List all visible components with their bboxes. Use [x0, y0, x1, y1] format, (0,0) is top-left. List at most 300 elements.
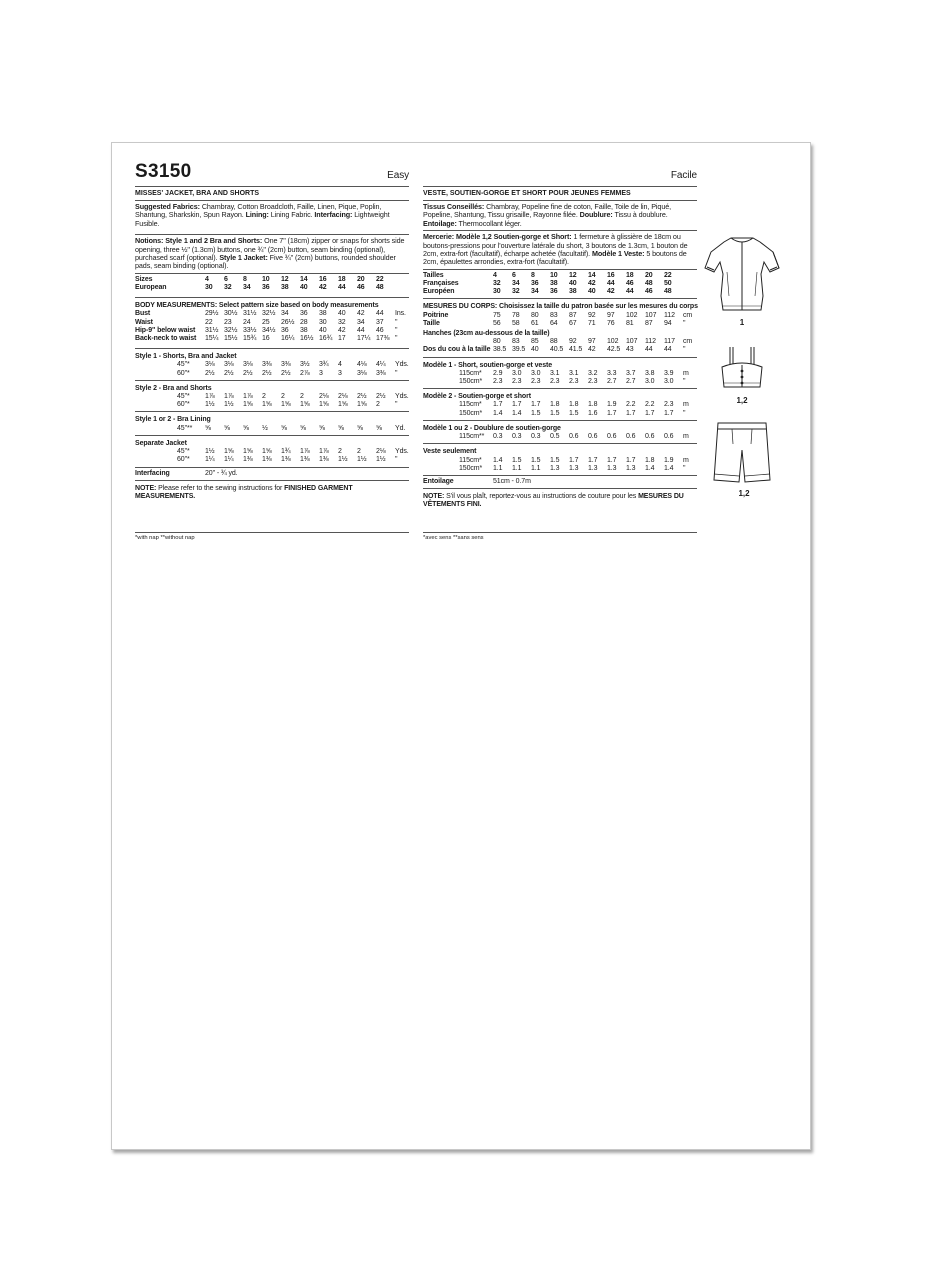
lining-text: Lining Fabric.: [270, 210, 313, 220]
unit-cell: m: [683, 401, 689, 409]
table-cell: ⅝: [243, 424, 249, 432]
lining-text: Tissu à doublure.: [614, 210, 668, 220]
table-cell: 32½: [224, 326, 238, 334]
section-title: Hanches (23cm au-dessous de la taille): [423, 330, 550, 338]
table-cell: 6: [512, 271, 516, 279]
table-cell: 4⅛: [357, 361, 367, 369]
table-cell: 3.0: [512, 369, 522, 377]
pattern-title: MISSES' JACKET, BRA AND SHORTS: [135, 190, 260, 197]
table-row: [135, 370, 409, 378]
table-cell: 3⅜: [262, 361, 272, 369]
table-cell: 2: [300, 393, 304, 401]
table-cell: 28: [300, 318, 308, 326]
interfacing-label: Entoilage:: [423, 218, 457, 228]
table-cell: 1.7: [607, 456, 617, 464]
section-row: [135, 414, 409, 424]
table-cell: 1.5: [569, 409, 579, 417]
table-cell: 34: [531, 288, 539, 296]
divider: [135, 348, 409, 349]
table-cell: 46: [376, 326, 384, 334]
section-row: [423, 423, 697, 433]
table-cell: 36: [262, 284, 270, 292]
divider: [423, 186, 697, 187]
table-row: [423, 410, 697, 418]
section-title: Separate Jacket: [135, 439, 187, 447]
table-cell: 6: [224, 275, 228, 283]
table-cell: ⅝: [376, 424, 382, 432]
table-cell: 67: [569, 319, 577, 327]
table-cell: 1¾: [281, 448, 291, 456]
table-cell: 1⅝: [281, 401, 291, 409]
note-bold: MESURES DU VÊTEMENTS FINI.: [423, 493, 684, 509]
table-cell: 36: [550, 288, 558, 296]
divider: [135, 435, 409, 436]
table-cell: 42: [338, 326, 346, 334]
table-cell: 76: [607, 319, 615, 327]
table-cell: 34: [512, 280, 520, 288]
unit-cell: cm: [683, 338, 693, 346]
table-cell: 1⅝: [319, 401, 329, 409]
table-row: [135, 456, 409, 464]
row-label: Hip-9" below waist: [135, 326, 196, 334]
table-row: [135, 448, 409, 456]
table-cell: 71: [588, 319, 596, 327]
table-cell: 3.8: [645, 369, 655, 377]
unit-cell: Yd.: [395, 424, 406, 432]
note-cell: [423, 491, 697, 509]
table-cell: 1.7: [588, 456, 598, 464]
table-cell: 107: [645, 311, 657, 319]
table-cell: 22: [376, 275, 384, 283]
row-label: [423, 338, 493, 346]
divider: [135, 297, 409, 298]
table-cell: 1¼: [224, 456, 234, 464]
table-cell: 1.1: [493, 464, 503, 472]
unit-cell: ": [683, 409, 686, 417]
table-cell: 80: [493, 338, 501, 346]
table-cell: 1.8: [569, 401, 579, 409]
table-cell: 3.2: [588, 369, 598, 377]
table-cell: 2.3: [512, 378, 522, 386]
section-row: [423, 360, 697, 370]
table-cell: 88: [550, 338, 558, 346]
table-cell: 20: [645, 271, 653, 279]
table-cell: 85: [531, 338, 539, 346]
unit-cell: ": [683, 378, 686, 386]
table-cell: 40: [569, 280, 577, 288]
section-row: [135, 351, 409, 361]
table-row: [423, 370, 697, 378]
table-cell: 2½: [243, 369, 253, 377]
row-label: Bust: [135, 310, 151, 318]
table-cell: 10: [262, 275, 270, 283]
size-chart-table-fr: [423, 272, 697, 510]
table-cell: 31½: [243, 310, 257, 318]
table-cell: 2½: [281, 369, 291, 377]
fabrics-text: Chambray, Cotton Broadcloth, Faille, Linen, Pique, Poplin, Shantung, Sharkskin, Spun Rayon.: [135, 202, 382, 220]
table-cell: 3⅜: [376, 369, 386, 377]
table-cell: 1½: [376, 456, 386, 464]
unit-cell: m: [683, 433, 689, 441]
unit-cell: m: [683, 369, 689, 377]
table-row: [423, 465, 697, 473]
table-cell: 2½: [376, 393, 386, 401]
table-cell: 0.3: [493, 433, 503, 441]
table-cell: 33½: [243, 326, 257, 334]
unit-cell: Yds.: [395, 448, 409, 456]
note-cell: [135, 483, 409, 501]
row-label: Entoilage: [423, 477, 454, 485]
table-cell: 1⅜: [243, 456, 253, 464]
table-cell: 107: [626, 338, 638, 346]
footnote-en: *with nap **without nap: [135, 535, 195, 541]
table-cell: 1⅝: [300, 401, 310, 409]
row-label: Interfacing: [135, 469, 170, 477]
table-cell: 32: [493, 280, 501, 288]
table-row: [423, 401, 697, 409]
table-cell: 17⅜: [376, 335, 390, 343]
table-cell: 83: [550, 311, 558, 319]
row-label: 60"*: [177, 369, 190, 377]
section-row: [423, 446, 697, 456]
divider: [423, 200, 697, 201]
table-cell: 1½: [205, 448, 215, 456]
table-row: [423, 378, 697, 386]
fabrics-text: Chambray, Popeline fine de coton, Faille, Toile de lin, Piqué, Popeline, Shantung, Tissu grisaille, Rayonne filée.: [423, 202, 672, 220]
table-cell: 97: [607, 311, 615, 319]
table-cell: 2: [357, 448, 361, 456]
table-cell: ⅝: [319, 424, 325, 432]
table-cell: 0.6: [588, 433, 598, 441]
table-cell: 1.9: [607, 401, 617, 409]
table-cell: 17¼: [357, 335, 371, 343]
table-cell: 78: [512, 311, 520, 319]
table-cell: 14: [300, 275, 308, 283]
table-cell: 23: [224, 318, 232, 326]
table-cell: 2⅞: [300, 369, 310, 377]
table-row: [135, 401, 409, 409]
table-cell: 1⅞: [319, 448, 329, 456]
table-cell: 1.8: [588, 401, 598, 409]
table-cell: 16: [262, 335, 270, 343]
footnote-divider: [423, 532, 697, 533]
table-cell: 3.7: [626, 369, 636, 377]
table-cell: 40: [300, 284, 308, 292]
table-cell: 38: [300, 326, 308, 334]
note-row: [423, 491, 697, 509]
table-cell: 36: [300, 310, 308, 318]
table-cell: 44: [376, 310, 384, 318]
table-cell: 117: [664, 338, 675, 346]
table-cell: 2.2: [626, 401, 636, 409]
table-cell: ⅝: [300, 424, 306, 432]
row-label: Françaises: [423, 280, 459, 288]
table-cell: 1⅜: [281, 456, 291, 464]
table-row: [423, 457, 697, 465]
table-cell: 112: [645, 338, 656, 346]
row-label: European: [135, 284, 167, 292]
table-cell: 1.7: [645, 409, 655, 417]
table-row: [135, 310, 409, 318]
table-cell: 1.7: [626, 456, 636, 464]
table-cell: 50: [664, 280, 672, 288]
divider: [423, 230, 697, 231]
table-cell: 44: [607, 280, 615, 288]
table-cell: 1.5: [550, 409, 560, 417]
divider: [423, 269, 697, 270]
table-cell: 15½: [224, 335, 238, 343]
table-cell: 1.7: [626, 409, 636, 417]
table-cell: 1.3: [569, 464, 579, 472]
table-cell: 3.1: [569, 369, 579, 377]
table-cell: 48: [664, 288, 672, 296]
table-cell: 1⅝: [224, 448, 234, 456]
table-cell: 40.5: [550, 346, 564, 354]
table-cell: 1.9: [664, 456, 674, 464]
table-cell: 1.1: [512, 464, 522, 472]
row-label: 45"*: [177, 448, 190, 456]
divider: [423, 475, 697, 476]
table-row: [423, 478, 697, 486]
table-cell: 36: [531, 280, 539, 288]
row-label: Européen: [423, 288, 455, 296]
bra-label: 1,2: [736, 396, 748, 405]
note-row: [135, 483, 409, 501]
size-chart-table: [135, 276, 409, 501]
note-bold: FINISHED GARMENT MEASUREMENTS.: [135, 484, 353, 500]
row-label: 150cm*: [459, 409, 483, 417]
divider: [135, 234, 409, 235]
difficulty-level-fr: Facile: [670, 170, 697, 181]
unit-cell: ": [683, 464, 686, 472]
jacket-illustration: [703, 234, 781, 316]
table-cell: 48: [376, 284, 384, 292]
table-cell: 0.6: [664, 433, 674, 441]
table-cell: 0.3: [531, 433, 541, 441]
table-cell: 46: [645, 288, 653, 296]
divider: [423, 298, 697, 299]
unit-cell: [395, 276, 409, 284]
divider: [423, 420, 697, 421]
body-measurements-title: [135, 300, 409, 310]
table-cell: 44: [338, 284, 346, 292]
table-cell: 81: [626, 319, 634, 327]
table-row: [423, 338, 697, 346]
section-title: Modèle 1 ou 2 - Doublure de soutien-gorge: [423, 424, 561, 432]
table-cell: 12: [569, 271, 577, 279]
table-cell: 39.5: [512, 346, 526, 354]
lining-label: Doublure:: [579, 210, 613, 220]
table-cell: 3.1: [550, 369, 560, 377]
table-cell: 2⅛: [338, 393, 348, 401]
unit-cell: [683, 280, 697, 288]
header: [135, 160, 409, 184]
table-cell: 42.5: [607, 346, 621, 354]
unit-cell: ": [683, 346, 686, 354]
table-cell: 1.4: [512, 409, 522, 417]
table-cell: 2.7: [607, 378, 617, 386]
table-cell: 8: [531, 271, 535, 279]
divider: [135, 480, 409, 481]
shorts-label: 1,2: [738, 489, 750, 498]
table-cell: 92: [588, 311, 596, 319]
interfacing-text: Thermocollant léger.: [458, 218, 522, 228]
table-cell: 40: [338, 310, 346, 318]
table-cell: 1.7: [493, 401, 503, 409]
interfacing-text: Lightweight Fusible.: [135, 210, 390, 228]
table-cell: 1⅝: [357, 401, 367, 409]
table-row: [135, 470, 409, 478]
table-cell: 16: [319, 275, 327, 283]
note-label: NOTE:: [423, 493, 445, 501]
table-cell: 1.7: [531, 401, 541, 409]
table-cell: 40: [319, 326, 327, 334]
table-cell: 42: [588, 280, 596, 288]
table-cell: 2½: [205, 369, 215, 377]
table-cell: 1.4: [645, 464, 655, 472]
table-cell: 4: [338, 361, 342, 369]
table-cell: 1⅝: [338, 401, 348, 409]
table-cell: 1.3: [626, 464, 636, 472]
notions-label-2: Style 1 Jacket:: [219, 253, 268, 263]
table-cell: 36: [281, 326, 289, 334]
divider: [423, 443, 697, 444]
table-cell: 2: [281, 393, 285, 401]
table-cell: 1⅝: [243, 401, 253, 409]
table-cell: 4: [205, 275, 209, 283]
table-cell: 30: [493, 288, 501, 296]
difficulty-level: Easy: [387, 170, 409, 181]
table-cell: 2: [338, 448, 342, 456]
unit-cell: m: [683, 456, 689, 464]
table-cell: 46: [357, 284, 365, 292]
section-title: Style 1 or 2 - Bra Lining: [135, 416, 211, 424]
unit-cell: ": [395, 335, 398, 343]
table-row: [135, 327, 409, 335]
section-title: MESURES DU CORPS: Choisissez la taille du patron basée sur les mesures du corps: [423, 303, 698, 311]
table-cell: 1⅜: [262, 456, 272, 464]
divider: [135, 411, 409, 412]
table-cell: 44: [664, 346, 672, 354]
unit-cell: Yds.: [395, 361, 409, 369]
row-label: Waist: [135, 318, 153, 326]
table-row: [423, 312, 697, 320]
table-cell: 25: [262, 318, 270, 326]
row-label: 115cm*: [459, 401, 482, 409]
row-label: Back-neck to waist: [135, 335, 197, 343]
notions-text: 1 fermeture à glissière de 18cm ou boutons-pressions pour l'ouverture latérale du short, 3 boutons de 1.3cm, 1 bouton de 2cm, extra-fort (facultatif), écharpe achetée (facultatif).: [423, 232, 688, 259]
table-row: [423, 280, 697, 288]
fabrics-label: Tissus Conseillés:: [423, 202, 485, 211]
header: [423, 160, 697, 184]
table-cell: 42: [357, 310, 365, 318]
section-title: Modèle 2 - Soutien-gorge et short: [423, 393, 531, 401]
unit-cell: ": [395, 401, 398, 409]
table-row: [135, 393, 409, 401]
table-cell: 12: [281, 275, 289, 283]
section-title: Veste seulement: [423, 448, 477, 456]
fabrics-label: Suggested Fabrics:: [135, 202, 200, 211]
table-cell: 1⅞: [243, 393, 253, 401]
table-cell: 1.7: [569, 456, 579, 464]
table-cell: 38: [550, 280, 558, 288]
table-cell: 1½: [224, 401, 234, 409]
divider: [423, 388, 697, 389]
divider: [423, 488, 697, 489]
table-cell: 42: [607, 288, 615, 296]
table-cell: 38: [569, 288, 577, 296]
table-cell: 83: [512, 338, 520, 346]
table-cell: 30½: [224, 310, 238, 318]
unit-cell: cm: [683, 311, 693, 319]
table-cell: 16¼: [281, 335, 295, 343]
table-cell: 3.0: [531, 369, 541, 377]
table-cell: 64: [550, 319, 558, 327]
table-cell: 24: [243, 318, 251, 326]
divider: [135, 467, 409, 468]
table-row: [135, 425, 409, 433]
table-cell: ⅝: [281, 424, 287, 432]
unit-cell: Yds.: [395, 393, 409, 401]
table-cell: 1.4: [493, 409, 503, 417]
table-cell: 2.3: [588, 378, 598, 386]
table-cell: 1.7: [664, 409, 674, 417]
bra-illustration: [718, 345, 766, 393]
table-cell: 87: [645, 319, 653, 327]
table-cell: 1.7: [607, 409, 617, 417]
table-cell: ⅝: [224, 424, 230, 432]
table-cell: 0.6: [607, 433, 617, 441]
table-cell: 2.3: [664, 401, 674, 409]
table-cell: 10: [550, 271, 558, 279]
note-label: NOTE:: [135, 484, 157, 492]
table-cell: 30: [205, 284, 213, 292]
table-cell: 20" - ¾ yd.: [205, 469, 238, 477]
table-cell: 15¼: [205, 335, 219, 343]
unit-cell: Ins.: [395, 310, 406, 318]
table-cell: 1.3: [550, 464, 560, 472]
table-cell: 1⅜: [300, 456, 310, 464]
table-cell: 43: [626, 346, 634, 354]
section-row: [135, 383, 409, 393]
footnote-fr: *avec sens **sans sens: [423, 535, 484, 541]
table-cell: 80: [531, 311, 539, 319]
row-label: 45"**: [177, 424, 193, 432]
table-cell: 61: [531, 319, 539, 327]
table-cell: 1⅜: [319, 456, 329, 464]
pattern-title-fr: VESTE, SOUTIEN-GORGE ET SHORT POUR JEUNES FEMMES: [423, 190, 631, 197]
table-cell: 42: [319, 284, 327, 292]
shorts-illustration: [710, 420, 774, 486]
row-label: 150cm*: [459, 464, 483, 472]
table-cell: 2.3: [531, 378, 541, 386]
table-row: [423, 433, 697, 441]
table-cell: 0.6: [645, 433, 655, 441]
table-cell: 1.8: [550, 401, 560, 409]
table-cell: 112: [664, 311, 675, 319]
hips-title: [423, 328, 697, 338]
table-cell: 1.8: [645, 456, 655, 464]
table-cell: 92: [569, 338, 577, 346]
table-cell: ½: [262, 424, 268, 432]
row-label: 60"*: [177, 456, 190, 464]
table-cell: 0.5: [550, 433, 560, 441]
table-cell: 2½: [224, 369, 234, 377]
table-cell: 16½: [300, 335, 314, 343]
table-cell: 4: [493, 271, 497, 279]
table-cell: 16¾: [319, 335, 333, 343]
table-cell: 1.5: [531, 456, 541, 464]
